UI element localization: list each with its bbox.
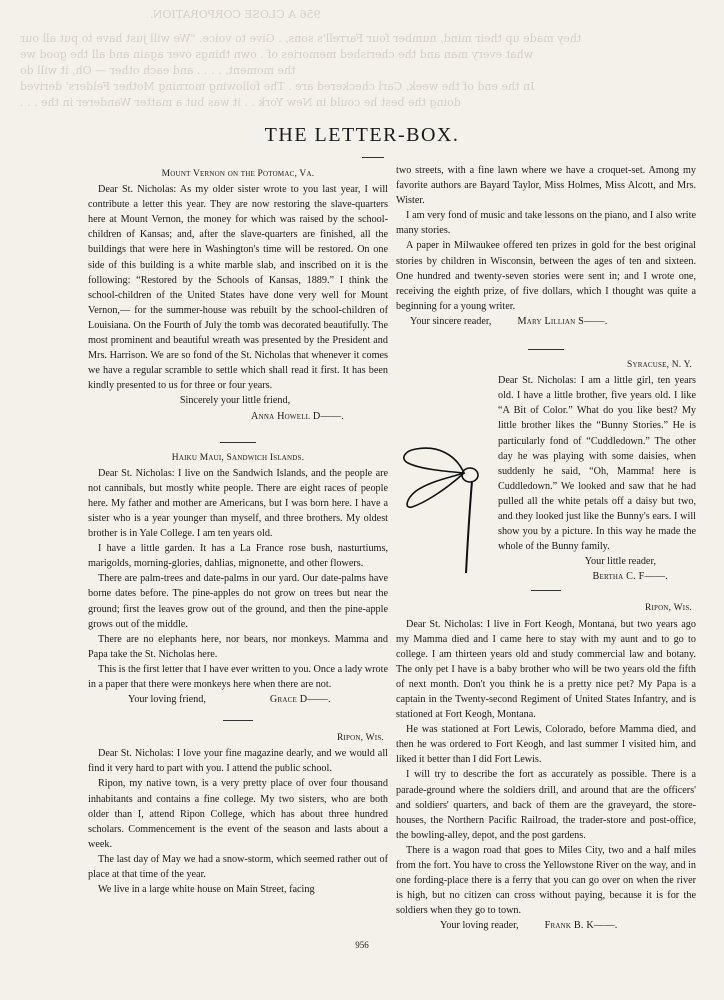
letter-closing-line — [88, 692, 388, 707]
letter-paragraph: There are no elephants here, nor bears, nor monkeys. Mamma and Papa take the St. Nicholas here. — [88, 633, 388, 660]
letter-paragraph: This is the first letter that I have ever written to you. Once a lady wrote in a paper that there were monkeys here when there are not. — [88, 663, 388, 690]
letter-place: Mount Vernon on the Potomac, Va. — [161, 169, 315, 179]
signature-text: Mary Lillian S——. — [517, 315, 608, 327]
letter-paragraph-first-lines — [396, 373, 696, 554]
letter-closing: Sincerely your little friend, — [179, 395, 291, 407]
letter-ripon-1-continued — [396, 163, 696, 329]
letter-closing: Your sincere reader, — [410, 315, 492, 327]
letter-syracuse — [396, 358, 696, 584]
letter-paragraph: Dear St. Nicholas: I love your fine magazine dearly, and we would all find it very hard to part with you. I attend the public school. — [88, 748, 388, 775]
letter-paragraph: Dear St. Nicholas: I live on the Sandwich Islands, and the people are not cannibals, but mostly white people. There are eight races of people here. My father and mother are Americans, but I was born here. I have a sister who is a year younger than myself, and three brothers. My oldest brother is in Yale College. I am ten years old. — [88, 467, 388, 540]
bleed-line: 956 A CLOSE CORPORATION. — [150, 8, 321, 21]
letter-closing: Your little reader, — [584, 556, 656, 568]
right-column — [396, 163, 696, 934]
letter-signature — [88, 409, 388, 424]
signature-text: Anna Howell D——. — [251, 410, 344, 422]
bleed-line: what every man and the cherished memories of . own things over again and all the good we — [20, 48, 534, 61]
letter-haiku-maui — [88, 451, 388, 708]
title-rule — [362, 157, 384, 158]
letter-paragraph: I will try to describe the fort as accurately as possible. There is a parade-ground where the soldiers drill, and around that are the officers' and soldiers' quarters, and back of them are the graveyard, the store-houses, the Northern Pacific Railroad, the trader-store and post-office, the bowling-alley, depot, and the post gardens. — [396, 769, 696, 841]
letter-place: Ripon, Wis. — [644, 603, 692, 614]
bleed-line: doing the best he could in New York . . it was but a matter Wanderer in the . . . — [20, 96, 461, 109]
letter-mount-vernon — [88, 167, 388, 424]
left-column — [88, 163, 388, 897]
letter-ripon-1 — [88, 731, 388, 897]
bleed-line: In the end of the week, Carl checkered are . The following morning Mother Felders' derived — [20, 80, 535, 93]
section-divider — [528, 349, 564, 350]
letter-place: Ripon, Wis. — [336, 733, 384, 744]
letter-closing: Your loving reader, — [440, 920, 519, 932]
section-divider — [531, 590, 561, 591]
section-divider — [220, 442, 256, 443]
signature-text: Grace D——. — [269, 694, 331, 706]
letter-paragraph: Ripon, my native town, is a very pretty place of over four thousand inhabitants and contains a fine college. My two sisters, who are both older than I, attend Ripon College, which has about three hundred scholars. Commencement is the event of the season and lasts about a week. — [88, 778, 388, 850]
letter-paragraph: We live in a large white house on Main Street, facing — [98, 884, 315, 896]
letter-paragraph: I have a little garden. It has a La France rose bush, nasturtiums, marigolds, morning-glories, dahlias, mignonette, and other flowers. — [88, 543, 388, 570]
letter-closing-line — [396, 918, 696, 933]
letter-paragraph: Dear St. Nicholas: I live in Fort Keogh, Montana, but two years ago my Mamma died and I came here to stay with my aunt and to go to college. I am thirteen years old and study commercial law and botany. The only pet I have is a baby brother who will be two years old the fifth of next month. Don't you think he is a pretty nice pet? My Papa is a captain in the Twenty-second Regiment of United States Infantry, and is stationed at Fort Keogh, Montana. — [396, 618, 696, 721]
bleed-line: the moment, . . . . and each other — Oh, it will do — [20, 64, 296, 77]
letter-paragraph: two streets, with a fine lawn where we have a croquet-set. Among my favorite authors are Bayard Taylor, Miss Holmes, Miss Alcott, and Mrs. Wister. — [396, 165, 696, 207]
letter-paragraph: There is a wagon road that goes to Miles City, two and a half miles from the fort. You have to cross the Yellowstone River on the way, and in one fording-place there is a ferry that you can go over on when the river is high, but no citizen can cross without paying, because it is for the soldiers when they go to town. — [396, 844, 696, 917]
signature-text: Frank B. K——. — [544, 920, 618, 932]
section-divider — [223, 720, 253, 721]
letter-paragraph: A paper in Milwaukee offered ten prizes in gold for the best original stories by children in Wisconsin, between the ages of ten and sixteen. One hundred and twenty-seven stories were sent in; and I wrote one, receiving the eighth prize, of five dollars, which I thought was quite a beginning for a young writer. — [396, 240, 696, 312]
letter-closing: Your loving friend, — [128, 694, 206, 706]
letter-paragraph: There are palm-trees and date-palms in our yard. Our date-palms have borne dates before. The pine-apples do not grow on trees but near the ground; first the leaves grow out of the ground, and then the pine-apple grows out of the middle. — [88, 573, 388, 630]
letter-closing-line — [396, 314, 696, 329]
letter-paragraph: Dear St. Nicholas: As my older sister wrote to you last year, I will contribute a letter this year. They are now restoring the slave-quarters here at Mount Vernon, the money for which was raised by the school-children of Kansas; and, after the slave-quarters are finished, all the buildings that were here in Washington's time will be restored. On one side of this building is a white marble slab, and inscribed on it is the following: “Restored by the Schools of Kansas, 1889.” I think the school-children of the United States have done very well for Mount Vernon,— for the summer-house was rebuilt by the school-children of Louisiana. On the Fourth of July the tomb was decorated beautifully. The most prominent and beautiful wreath was presented by the President and Mrs. Harrison. We are so fond of the St. Nicholas that whenever it comes we have a regular scramble to settle which shall read it first. It has been kindly presented to us for three or four years. — [88, 184, 388, 392]
page-title: THE LETTER-BOX. — [264, 124, 460, 146]
signature-text: Bertha C. F——. — [592, 571, 668, 583]
letter-place: Haiku Maui, Sandwich Islands. — [171, 452, 305, 463]
bleed-through-text — [0, 0, 724, 109]
page-number: 956 — [355, 940, 369, 950]
letter-paragraph: He was stationed at Fort Lewis, Colorado, before Mamma died, and then he was ordered to Fort Keogh, and last summer I visited him, and liked it better than I did Fort Lewis. — [396, 724, 696, 766]
letter-text: Dear St. Nicholas: I am a little girl, ten years old. I have a little brother, five years old. I like “A Bit of Color.” What do you like best? My little brother likes the “Bunny Stories.” He is particularly fond of “Cuddledown.” The other day he was playing with some daisies, when suddenly he said, “Oh, Mamma! here is Cuddledown.” We looked and saw that he had pulled all the white petals off a daisy but two, and they looked just like the Bunny's ears. I will show you by a picture. In this way he made the whole of the Bunny family. — [498, 375, 696, 553]
bleed-line: they made up their mind, number four Farrell's sons, . Give to voice. "We will just have to put all our — [20, 32, 582, 45]
letter-paragraph: I am very fond of music and take lessons on the piano, and I also write many stories. — [396, 210, 696, 237]
letter-paragraph: The last day of May we had a snow-storm, which seemed rather out of place at that time of the year. — [88, 853, 388, 881]
letter-place: Syracuse, N. Y. — [627, 360, 692, 371]
daisy-bunny-drawing — [394, 415, 494, 575]
letter-ripon-2 — [396, 601, 696, 933]
